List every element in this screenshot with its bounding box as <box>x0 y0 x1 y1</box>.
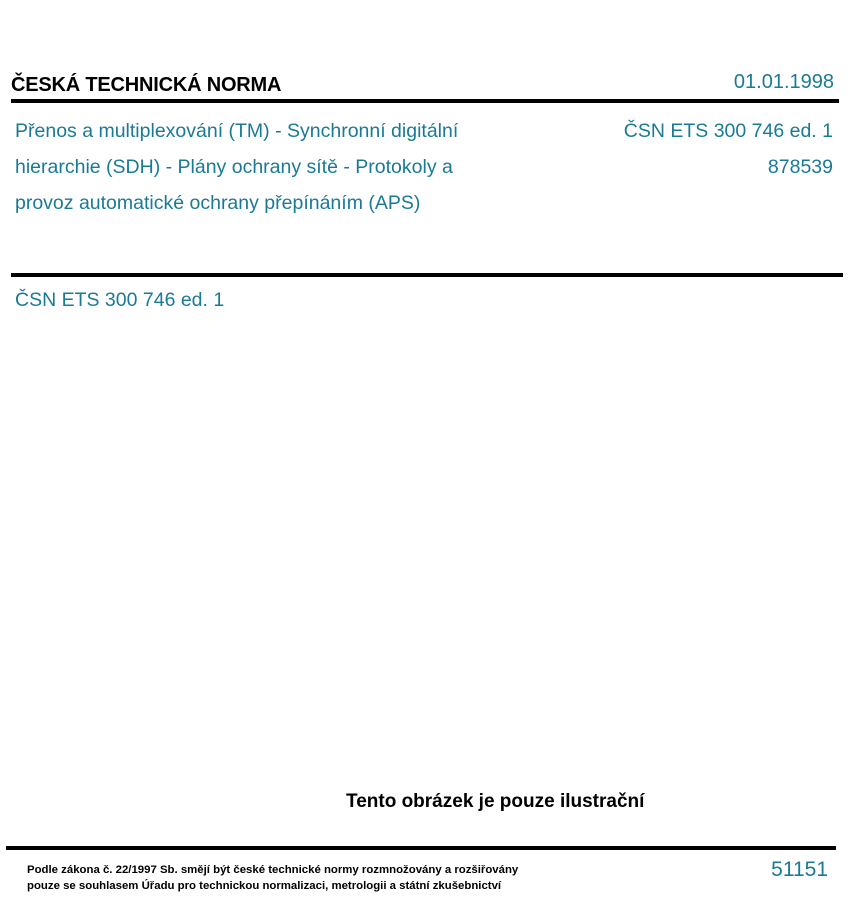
header-divider <box>11 99 839 103</box>
catalog-number: 878539 <box>767 156 833 178</box>
standard-title-line: hierarchie (SDH) - Plány ochrany sítě - Protokoly a <box>15 156 453 178</box>
standard-title <box>15 113 535 221</box>
legal-notice-line: Podle zákona č. 22/1997 Sb. smějí být české technické normy rozmnožovány a rozšiřovány <box>27 864 519 876</box>
standard-sub-code: ČSN ETS 300 746 ed. 1 <box>15 289 225 311</box>
document-number: 51151 <box>771 858 828 881</box>
legal-notice-line: pouze se souhlasem Úřadu pro technickou normalizaci, metrologii a státní zkušebnictví <box>27 880 502 892</box>
footer-divider <box>6 846 836 850</box>
standard-title-line: Přenos a multiplexování (TM) - Synchronní digitální <box>15 120 459 142</box>
standard-code: ČSN ETS 300 746 ed. 1 <box>623 120 833 142</box>
issue-date: 01.01.1998 <box>733 71 834 93</box>
standard-title-line: provoz automatické ochrany přepínáním (APS) <box>15 192 421 214</box>
section-divider <box>11 273 843 277</box>
illustration-note: Tento obrázek je pouze ilustrační <box>346 791 645 812</box>
standard-identifiers <box>624 113 833 185</box>
document-header-title: ČESKÁ TECHNICKÁ NORMA <box>11 74 282 96</box>
legal-notice <box>27 862 518 894</box>
